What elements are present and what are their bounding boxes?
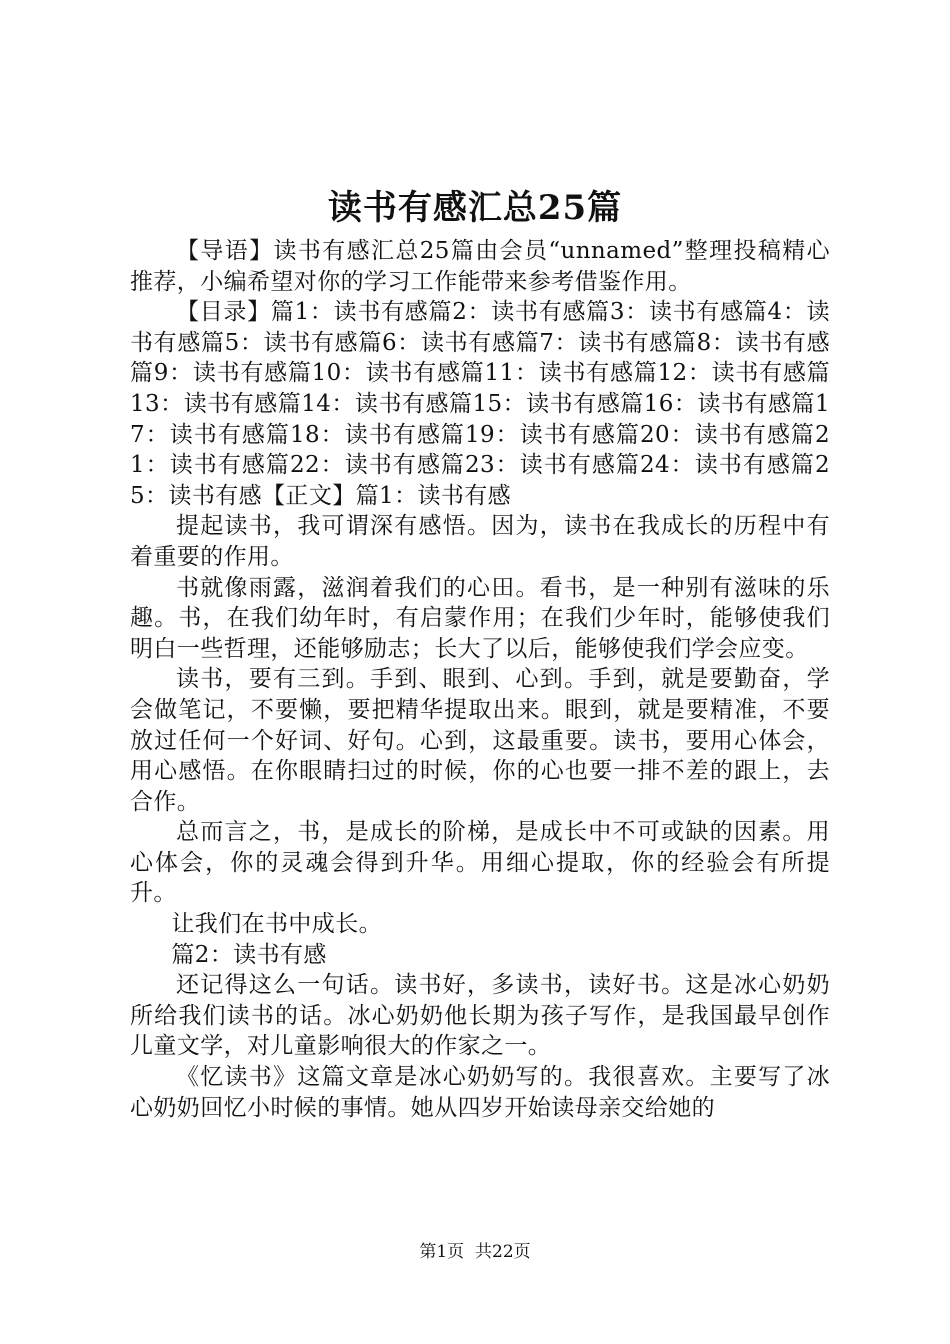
document-title: 读书有感汇总25篇 — [327, 188, 623, 228]
document-body — [130, 236, 830, 1123]
body-paragraph: 让我们在书中成长。 — [171, 911, 382, 938]
body-paragraph: 《忆读书》这篇文章是冰心奶奶写的。我很喜欢。主要写了冰心奶奶回忆小时候的事情。她从四岁开始读母亲交给她的 — [130, 1064, 830, 1121]
body-paragraph: 还记得这么一句话。读书好，多读书，读好书。这是冰心奶奶所给我们读书的话。冰心奶奶他长期为孩子写作，是我国最早创作儿童文学，对儿童影响很大的作家之一。 — [130, 972, 830, 1060]
body-paragraph: 书就像雨露，滋润着我们的心田。看书，是一种别有滋味的乐趣。书，在我们幼年时，有启蒙作用；在我们少年时，能够使我们明白一些哲理，还能够励志；长大了以后，能够使我们学会应变。 — [130, 574, 830, 662]
body-paragraph: 提起读书，我可谓深有感悟。因为，读书在我成长的历程中有着重要的作用。 — [130, 513, 830, 570]
page-footer — [0, 1240, 950, 1264]
intro-paragraph: 【导语】读书有感汇总25篇由会员“unnamed”整理投稿精心推荐，小编希望对你的学习工作能带来参考借鉴作用。 — [130, 238, 830, 295]
page-total: 共22页 — [475, 1242, 531, 1262]
section-heading: 篇2：读书有感 — [171, 941, 327, 968]
body-paragraph: 总而言之，书，是成长的阶梯，是成长中不可或缺的因素。用心体会，你的灵魂会得到升华。用细心提取，你的经验会有所提升。 — [130, 819, 830, 907]
table-of-contents-paragraph: 【目录】篇1：读书有感篇2：读书有感篇3：读书有感篇4：读书有感篇5：读书有感篇6：读书有感篇7：读书有感篇8：读书有感篇9：读书有感篇10：读书有感篇11：读书有感篇12：读书有感篇13：读书有感篇14：读书有感篇15：读书有感篇16：读书有感篇17：读书有感篇18：读书有感篇19：读书有感篇20：读书有感篇21：读书有感篇22：读书有感篇23：读书有感篇24：读书有感篇25：读书有感【正文】篇1：读书有感 — [130, 299, 830, 509]
body-paragraph: 读书，要有三到。手到、眼到、心到。手到，就是要勤奋，学会做笔记，不要懒，要把精华提取出来。眼到，就是要精准，不要放过任何一个好词、好句。心到，这最重要。读书，要用心体会，用心感悟。在你眼睛扫过的时候，你的心也要一排不差的跟上，去合作。 — [130, 666, 830, 815]
page-number: 第1页 — [419, 1242, 465, 1262]
